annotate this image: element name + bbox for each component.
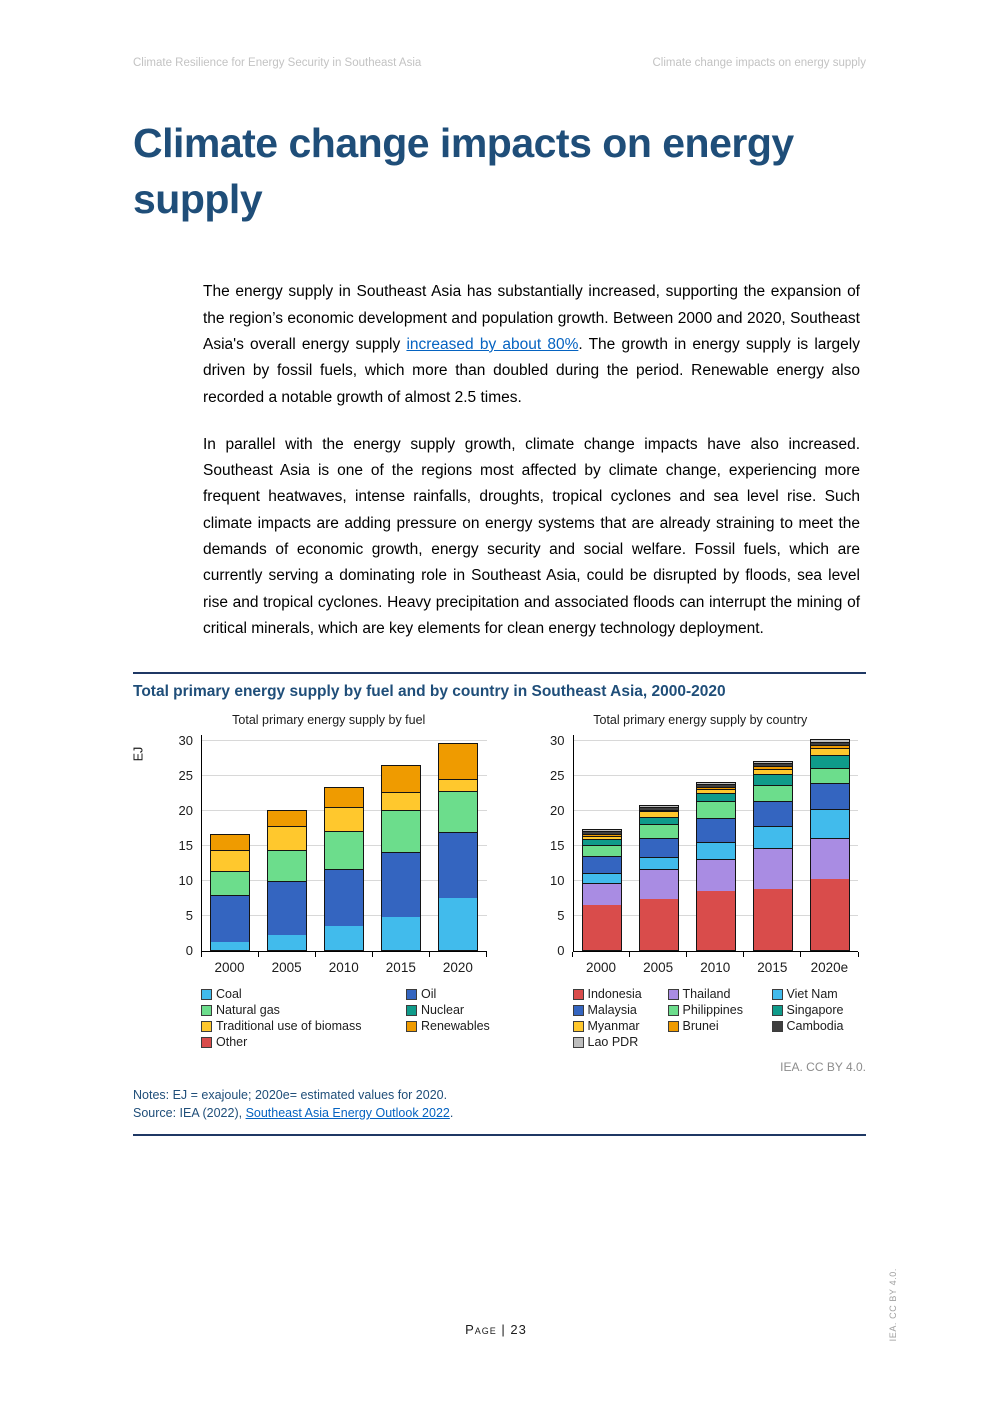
body-text [203, 279, 860, 642]
segment-coal-2020 [439, 898, 477, 951]
x-tick-label-2020: 2020 [442, 960, 473, 976]
paragraph-2: In parallel with the energy supply growth, climate change impacts have also increased. Southeast Asia is one of the regions most affected by climate change, experiencing more frequent heatwaves, intense rainfalls, droughts, tropical cyclones and sea level rise. Such climate impacts are adding pressure on energy systems that are already straining to meet the demands of economic growth, energy security and social welfare. Fossil fuels, which are currently serving a dominating role in Southeast Asia, could be disrupted by floods, sea level rise and tropical cyclones. Heavy precipitation and associated floods can interrupt the mining of critical minerals, which are key elements for clean energy technology deployment. [203, 435, 860, 637]
segment-malaysia-2010 [697, 818, 735, 842]
segment-coal-2005 [268, 935, 306, 950]
legend-label-brunei: Brunei [682, 1019, 719, 1034]
legend-label-singapore: Singapore [786, 1003, 844, 1018]
segment-coal-2015 [382, 917, 420, 951]
legend-item-singapore [772, 1003, 867, 1018]
legend-swatch-malaysia [573, 1005, 584, 1016]
paragraph-1-pre: The energy supply in Southeast Asia has substantially increased, supporting the expansion of the region’s economic development and population growth. Between 2000 and 2020, Southeast Asia's overall energy supply [203, 283, 860, 353]
legend-item-natural-gas [201, 1003, 406, 1018]
figure-title: Total primary energy supply by fuel and by country in Southeast Asia, 2000-2020 [133, 683, 726, 701]
segment-thailand-2000 [583, 883, 621, 905]
legend-item-coal [201, 987, 406, 1002]
y-tick-label: 10 [178, 872, 193, 888]
y-tick-label: 25 [550, 767, 565, 783]
y-tick-label: 25 [178, 767, 193, 783]
legend-item-indonesia [573, 987, 668, 1002]
legend-swatch-myanmar [573, 1021, 584, 1032]
page-number: Page | 23 [465, 1322, 527, 1337]
legend-item-other [201, 1035, 406, 1050]
x-axis-labels [573, 960, 859, 975]
y-tick-label: 5 [185, 907, 193, 923]
x-tick [686, 952, 687, 957]
segment-natural-gas-2010 [325, 831, 363, 868]
x-tick [629, 952, 630, 957]
segment-thailand-2020e [811, 838, 849, 879]
legend-swatch-lao-pdr [573, 1037, 584, 1048]
x-tick-label-2015: 2015 [757, 960, 788, 976]
x-tick-label-2010: 2010 [700, 960, 731, 976]
figure-notes [133, 1086, 866, 1122]
legend-label-thailand: Thailand [682, 987, 731, 1002]
y-tick-label: 0 [185, 942, 193, 958]
legend-swatch-singapore [772, 1005, 783, 1016]
segment-natural-gas-2000 [211, 871, 249, 894]
segment-traditional-use-of-biomass-2020 [439, 779, 477, 791]
segment-traditional-use-of-biomass-2010 [325, 807, 363, 831]
chart-body-by-country [505, 732, 867, 976]
x-tick-label-2000: 2000 [214, 960, 245, 976]
segment-philippines-2000 [583, 845, 621, 857]
y-tick-label: 30 [178, 732, 193, 748]
legend-swatch-philippines [668, 1005, 679, 1016]
x-tick [743, 952, 744, 957]
segment-renewables-2015 [382, 766, 420, 792]
segment-coal-2010 [325, 926, 363, 951]
bar-2010 [324, 787, 364, 951]
source-line [133, 1104, 866, 1122]
figure-bottom-rule [133, 1134, 866, 1136]
paragraph-1 [203, 279, 860, 410]
legend-label-natural-gas: Natural gas [216, 1003, 280, 1018]
bar-2020e [810, 739, 850, 951]
legend-label-malaysia: Malaysia [587, 1003, 637, 1018]
segment-malaysia-2015 [754, 801, 792, 827]
legend-swatch-thailand [668, 989, 679, 1000]
segment-natural-gas-2020 [439, 791, 477, 832]
legend-label-indonesia: Indonesia [587, 987, 642, 1002]
segment-indonesia-2005 [640, 899, 678, 950]
y-tick-label: 20 [550, 802, 565, 818]
page-title: Climate change impacts on energy supply [133, 120, 794, 223]
segment-philippines-2020e [811, 768, 849, 783]
legend-swatch-traditional-use-of-biomass [201, 1021, 212, 1032]
bar-2000 [582, 829, 622, 951]
bar-2010 [696, 782, 736, 951]
iea-credit: IEA. CC BY 4.0. [780, 1060, 866, 1075]
legend-swatch-cambodia [772, 1021, 783, 1032]
legend-label-coal: Coal [216, 987, 242, 1002]
header-right: Climate change impacts on energy supply [652, 57, 866, 69]
segment-natural-gas-2005 [268, 850, 306, 881]
segment-coal-2000 [211, 942, 249, 950]
notes-line: Notes: EJ = exajoule; 2020e= estimated values for 2020. [133, 1088, 448, 1103]
side-credit-vertical: IEA. CC BY 4.0. [888, 1268, 898, 1342]
bar-2015 [381, 765, 421, 951]
x-tick-label-2005: 2005 [643, 960, 674, 976]
legend-label-philippines: Philippines [682, 1003, 743, 1018]
x-tick [858, 952, 859, 957]
legend-item-thailand [668, 987, 772, 1002]
segment-philippines-2010 [697, 801, 735, 818]
bar-2020 [438, 743, 478, 952]
x-tick [800, 952, 801, 957]
segment-thailand-2010 [697, 859, 735, 892]
legend-by-country [573, 987, 867, 1050]
source-pre: Source: IEA (2022), [133, 1106, 246, 1121]
bars [574, 735, 859, 951]
segment-myanmar-2020e [811, 748, 849, 755]
legend-item-viet-nam [772, 987, 867, 1002]
y-tick-label: 15 [178, 837, 193, 853]
legend-item-nuclear [406, 1003, 495, 1018]
legend-label-viet-nam: Viet Nam [786, 987, 838, 1002]
paragraph-1-post: . The growth in energy supply is largely driven by fossil fuels, which more than doubled during the period. Renewable energy also recorded a notable growth of almost 2.5 times. [203, 335, 860, 406]
segment-viet-nam-2020e [811, 809, 849, 838]
legend-swatch-oil [406, 989, 417, 1000]
y-tick-label: 0 [557, 942, 565, 958]
legend-item-lao-pdr [573, 1035, 668, 1050]
legend-label-myanmar: Myanmar [587, 1019, 640, 1034]
x-tick-label-2015: 2015 [385, 960, 416, 976]
legend-by-fuel [201, 987, 495, 1050]
x-tick [429, 952, 430, 957]
segment-indonesia-2000 [583, 905, 621, 951]
y-tick-label: 10 [550, 872, 565, 888]
segment-malaysia-2005 [640, 838, 678, 857]
x-axis-ticks [573, 952, 859, 957]
legend-swatch-indonesia [573, 989, 584, 1000]
y-axis [533, 732, 573, 958]
legend-swatch-coal [201, 989, 212, 1000]
legend-item-renewables [406, 1019, 495, 1034]
x-tick [572, 952, 573, 957]
chart-by-country [505, 713, 867, 1050]
x-tick-label-2010: 2010 [328, 960, 359, 976]
source-post: . [449, 1106, 454, 1121]
segment-thailand-2015 [754, 848, 792, 889]
legend-swatch-natural-gas [201, 1005, 212, 1016]
legend-swatch-nuclear [406, 1005, 417, 1016]
bar-2005 [639, 805, 679, 951]
x-tick [372, 952, 373, 957]
segment-renewables-2010 [325, 788, 363, 807]
legend-item-myanmar [573, 1019, 668, 1034]
y-tick-label: 5 [557, 907, 565, 923]
segment-philippines-2015 [754, 785, 792, 801]
plot-area [201, 735, 487, 952]
segment-traditional-use-of-biomass-2000 [211, 850, 249, 871]
increase-80-link[interactable]: increased by about 80% [406, 335, 579, 353]
y-axis-unit-label: EJ [131, 746, 146, 762]
segment-traditional-use-of-biomass-2015 [382, 792, 420, 810]
segment-traditional-use-of-biomass-2005 [268, 826, 306, 849]
y-axis [161, 732, 201, 958]
legend-item-oil [406, 987, 495, 1002]
legend-label-traditional-use-of-biomass: Traditional use of biomass [216, 1019, 362, 1034]
segment-renewables-2005 [268, 811, 306, 826]
figure-block [133, 672, 866, 1136]
x-tick-label-2020e: 2020e [810, 960, 849, 976]
legend-label-other: Other [216, 1035, 248, 1050]
bar-2015 [753, 761, 793, 951]
segment-indonesia-2020e [811, 879, 849, 950]
segment-viet-nam-2000 [583, 873, 621, 883]
segment-philippines-2005 [640, 824, 678, 838]
x-tick-label-2005: 2005 [271, 960, 302, 976]
segment-oil-2020 [439, 832, 477, 898]
y-tick-label: 15 [550, 837, 565, 853]
chart-title-by-country: Total primary energy supply by country [593, 713, 808, 728]
segment-oil-2000 [211, 895, 249, 942]
legend-item-brunei [668, 1019, 772, 1034]
segment-malaysia-2000 [583, 856, 621, 872]
segment-indonesia-2010 [697, 891, 735, 950]
legend-swatch-viet-nam [772, 989, 783, 1000]
legend-swatch-other [201, 1037, 212, 1048]
bar-2005 [267, 810, 307, 951]
source-link[interactable]: Southeast Asia Energy Outlook 2022 [245, 1106, 450, 1121]
x-axis-ticks [201, 952, 487, 957]
chart-body-by-fuel [133, 732, 495, 976]
header-left: Climate Resilience for Energy Security in Southeast Asia [133, 57, 422, 69]
segment-singapore-2015 [754, 774, 792, 785]
segment-oil-2005 [268, 881, 306, 935]
segment-viet-nam-2005 [640, 857, 678, 869]
x-tick [315, 952, 316, 957]
segment-viet-nam-2015 [754, 826, 792, 848]
plot-column [201, 735, 487, 975]
chart-title-by-fuel: Total primary energy supply by fuel [232, 713, 426, 728]
legend-item-cambodia [772, 1019, 867, 1034]
legend-label-nuclear: Nuclear [421, 1003, 465, 1018]
segment-thailand-2005 [640, 869, 678, 899]
x-axis-labels [201, 960, 487, 975]
segment-natural-gas-2015 [382, 810, 420, 852]
segment-malaysia-2020e [811, 783, 849, 809]
segment-singapore-2010 [697, 793, 735, 801]
legend-item-traditional-use-of-biomass [201, 1019, 406, 1034]
x-tick-label-2000: 2000 [586, 960, 617, 976]
running-header [133, 57, 866, 69]
legend-swatch-renewables [406, 1021, 417, 1032]
segment-indonesia-2015 [754, 889, 792, 950]
y-tick-label: 20 [178, 802, 193, 818]
figure-top-rule [133, 672, 866, 674]
segment-singapore-2020e [811, 755, 849, 768]
bars [202, 735, 487, 951]
y-tick-label: 30 [550, 732, 565, 748]
x-tick [258, 952, 259, 957]
segment-viet-nam-2010 [697, 842, 735, 858]
legend-label-oil: Oil [421, 987, 437, 1002]
plot-column [573, 735, 859, 975]
legend-label-cambodia: Cambodia [786, 1019, 844, 1034]
x-tick [201, 952, 202, 957]
segment-renewables-2020 [439, 744, 477, 780]
segment-renewables-2000 [211, 835, 249, 850]
plot-area [573, 735, 859, 952]
legend-swatch-brunei [668, 1021, 679, 1032]
legend-item-malaysia [573, 1003, 668, 1018]
legend-label-lao-pdr: Lao PDR [587, 1035, 639, 1050]
segment-oil-2010 [325, 869, 363, 926]
legend-label-renewables: Renewables [421, 1019, 490, 1034]
chart-by-fuel [133, 713, 495, 1050]
segment-oil-2015 [382, 852, 420, 917]
bar-2000 [210, 834, 250, 952]
charts-row [133, 713, 866, 1050]
segment-singapore-2005 [640, 817, 678, 824]
legend-item-philippines [668, 1003, 772, 1018]
x-tick [486, 952, 487, 957]
